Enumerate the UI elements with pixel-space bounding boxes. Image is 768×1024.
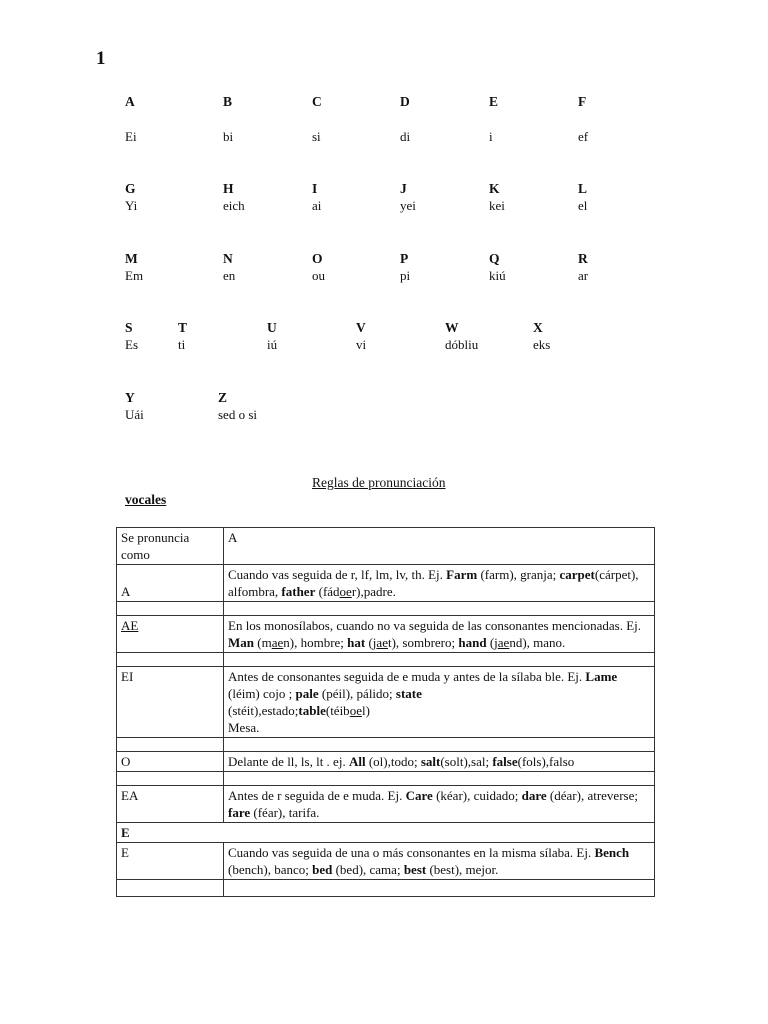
table-row — [117, 772, 655, 786]
letter: K — [489, 181, 500, 196]
table-row — [117, 786, 655, 823]
letter: C — [312, 94, 322, 109]
letter-cell — [125, 250, 215, 284]
rule-text: Delante de ll, ls, lt . ej. All (ol),todo; salt(solt),sal; false(fols),falso — [224, 752, 655, 772]
pronunciation: Yi — [125, 198, 138, 213]
alphabet-row — [0, 250, 768, 300]
letter: J — [400, 181, 407, 196]
letter-cell — [267, 319, 357, 353]
pronunciation: en — [223, 268, 236, 283]
letter: O — [312, 251, 323, 266]
letter: Y — [125, 390, 135, 405]
pronunciation-rules-table — [116, 527, 655, 897]
letter-cell — [400, 93, 490, 145]
letter: G — [125, 181, 136, 196]
letter: F — [578, 94, 587, 109]
alphabet-row — [0, 93, 768, 143]
letter: S — [125, 320, 133, 335]
page-number: 1 — [96, 48, 106, 69]
pronunciation: ai — [312, 198, 322, 213]
letter: N — [223, 251, 233, 266]
letter-cell — [533, 319, 623, 353]
pronunciation: dóbliu — [445, 337, 479, 352]
letter: P — [400, 251, 409, 266]
letter: L — [578, 181, 588, 196]
letter: Z — [218, 390, 228, 405]
letter-cell — [445, 319, 535, 353]
letter: M — [125, 251, 138, 266]
letter-cell — [218, 389, 308, 423]
table-row — [117, 528, 655, 565]
letter-cell — [312, 93, 402, 145]
letter-cell — [489, 93, 579, 145]
rule-text: En los monosílabos, cuando no va seguida de las consonantes mencionadas. Ej. Man (maen), hombre; hat (jaet), sombrero; hand (jaend), mano. — [224, 616, 655, 653]
pronunciation: di — [400, 129, 411, 144]
pronunciation: eks — [533, 337, 551, 352]
letter-cell — [125, 389, 215, 423]
letter-cell — [312, 250, 402, 284]
table-row — [117, 667, 655, 738]
letter: R — [578, 251, 588, 266]
letter: E — [489, 94, 499, 109]
letter: I — [312, 181, 318, 196]
alphabet-row — [0, 180, 768, 230]
letter: A — [125, 94, 135, 109]
table-row — [117, 616, 655, 653]
pronunciation: vi — [356, 337, 367, 352]
pronunciation: el — [578, 198, 588, 213]
letter-cell — [578, 250, 668, 284]
pronunciation: bi — [223, 129, 234, 144]
letter: T — [178, 320, 188, 335]
pronunciation: pi — [400, 268, 411, 283]
table-row — [117, 653, 655, 667]
pronunciation: ar — [578, 268, 589, 283]
letter-cell — [223, 180, 313, 214]
letter-cell — [125, 180, 215, 214]
letter-cell — [223, 250, 313, 284]
pronunciation: ou — [312, 268, 325, 283]
letter: X — [533, 320, 543, 335]
rule-text: Cuando vas seguida de una o más consonantes en la misma sílaba. Ej. Bench (bench), banco; bed (bed), cama; best (best), mejor. — [224, 843, 655, 880]
letter-cell — [489, 250, 579, 284]
letter: U — [267, 320, 277, 335]
rules-title: Reglas de pronunciación — [312, 475, 446, 490]
letter: D — [400, 94, 410, 109]
pronunciation: kiú — [489, 268, 506, 283]
alphabet-row — [0, 389, 768, 439]
header-right-cell: A — [224, 528, 655, 565]
table-row — [117, 880, 655, 897]
table-row — [117, 565, 655, 602]
pronunciation: Uái — [125, 407, 144, 422]
sound-label: AE — [117, 616, 224, 653]
pronunciation: ti — [178, 337, 186, 352]
letter-cell — [578, 93, 668, 145]
pronunciation: sed o si — [218, 407, 257, 422]
pronunciation: eich — [223, 198, 245, 213]
sound-label: A — [117, 565, 224, 602]
pronunciation: yei — [400, 198, 416, 213]
pronunciation: ef — [578, 129, 589, 144]
letter: V — [356, 320, 366, 335]
table-row — [117, 843, 655, 880]
sound-label: EI — [117, 667, 224, 738]
letter-cell — [125, 93, 215, 145]
pronunciation: iú — [267, 337, 278, 352]
pronunciation: Es — [125, 337, 138, 352]
letter-cell — [578, 180, 668, 214]
table-row — [117, 752, 655, 772]
rule-text: Antes de consonantes seguida de e muda y antes de la sílaba ble. Ej. Lame (léim) cojo ; pale (péil), pálido; state (stéit),estado;table(téiboel) Mesa. — [224, 667, 655, 738]
pronunciation: i — [489, 129, 493, 144]
letter-cell — [178, 319, 268, 353]
letter-cell — [400, 250, 490, 284]
vowels-heading: vocales — [125, 492, 167, 507]
letter: Q — [489, 251, 500, 266]
rule-text: Antes de r seguida de e muda. Ej. Care (kéar), cuidado; dare (déar), atreverse; fare (féar), tarifa. — [224, 786, 655, 823]
sound-label: O — [117, 752, 224, 772]
letter-cell — [489, 180, 579, 214]
table-row — [117, 602, 655, 616]
table-row — [117, 738, 655, 752]
pronunciation: si — [312, 129, 321, 144]
letter-cell — [356, 319, 446, 353]
pronunciation: Ei — [125, 129, 137, 144]
sound-label: EA — [117, 786, 224, 823]
pronunciation: Em — [125, 268, 144, 283]
table-row — [117, 823, 655, 843]
section-label: E — [117, 823, 655, 843]
letter-cell — [400, 180, 490, 214]
pronunciation: kei — [489, 198, 505, 213]
letter-cell — [312, 180, 402, 214]
letter: H — [223, 181, 234, 196]
letter-cell — [223, 93, 313, 145]
rule-text: Cuando vas seguida de r, lf, lm, lv, th. Ej. Farm (farm), granja; carpet(cárpet), alfombra, father (fádoer),padre. — [224, 565, 655, 602]
letter: W — [445, 320, 459, 335]
letter: B — [223, 94, 233, 109]
alphabet-row — [0, 319, 768, 369]
sound-label: E — [117, 843, 224, 880]
header-left-cell: Se pronuncia como — [117, 528, 224, 565]
